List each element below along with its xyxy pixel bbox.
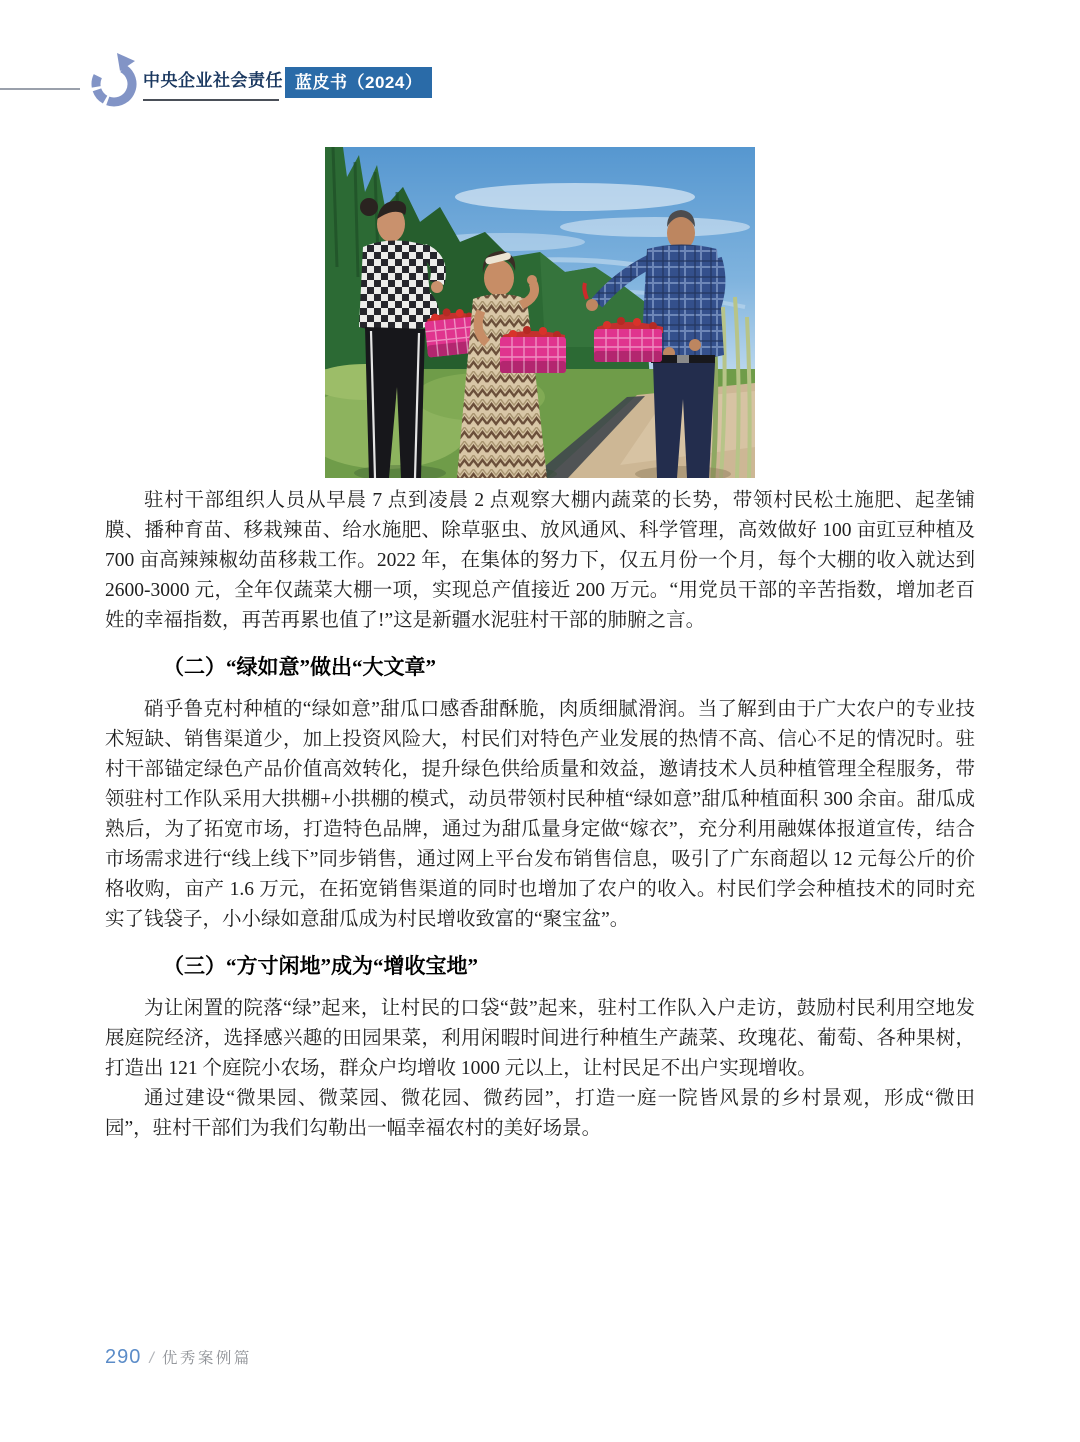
field-photo-illustration (325, 147, 755, 478)
section-heading-2: （二）“绿如意”做出“大文章” (163, 655, 436, 679)
paragraph-1: 驻村干部组织人员从早晨 7 点到凌晨 2 点观察大棚内蔬菜的长势，带领村民松土施肥、起垄铺膜、播种育苗、移栽辣苗、给水施肥、除草驱虫、放风通风、科学管理，高效做好 100 亩豇豆种植及 700 亩高辣辣椒幼苗移栽工作。2022 年，在集体的努力下，仅五月份一个月，每个大棚的收入就达到 2600-3000 元，全年仅蔬菜大棚一项，实现总产值接近 200 万元。“用党员干部的辛苦指数，增加老百姓的幸福指数，再苦再累也值了!”这是新疆水泥驻村干部的肺腑之言。 (105, 490, 975, 631)
pink-basket-right (594, 317, 663, 362)
pink-basket-center (500, 326, 566, 373)
field-photo (325, 147, 755, 478)
section-heading-3: （三）“方寸闲地”成为“增收宝地” (163, 954, 478, 978)
paragraph-4: 通过建设“微果园、微菜园、微花园、微药园”，打造一庭一院皆风景的乡村景观，形成“微田园”，驻村干部们为我们勾勒出一幅幸福农村的美好场景。 (105, 1088, 975, 1139)
header-title-block (143, 66, 283, 101)
page-footer (105, 1346, 252, 1372)
footer-section-label: 优秀案例篇 (161, 1350, 252, 1367)
footer-separator: / (149, 1350, 154, 1367)
page-number: 290 (105, 1346, 142, 1368)
edition-badge: 蓝皮书（2024） (285, 67, 432, 98)
page-content (105, 486, 975, 1144)
page-header (0, 50, 1080, 114)
header-title: 中央企业社会责任 (143, 71, 283, 90)
header-rule-left (0, 88, 80, 90)
paragraph-3: 为让闲置的院落“绿”起来，让村民的口袋“鼓”起来，驻村工作队入户走访，鼓励村民利用空地发展庭院经济，选择感兴趣的田园果菜，利用闲暇时间进行种植生产蔬菜、玫瑰花、葡萄、各种果树，打造出 121 个庭院小农场，群众户均增收 1000 元以上，让村民足不出户实现增收。 (105, 998, 975, 1079)
paragraph-2: 硝乎鲁克村种植的“绿如意”甜瓜口感香甜酥脆，肉质细腻滑润。当了解到由于广大农户的专业技术短缺、销售渠道少，加上投资风险大，村民们对特色产业发展的热情不高、信心不足的情况时。驻村干部锚定绿色产品价值高效转化，提升绿色供给质量和效益，邀请技术人员种植管理全程服务，带领驻村工作队采用大拱棚+小拱棚的模式，动员带领村民种植“绿如意”甜瓜种植面积 300 余亩。甜瓜成熟后，为了拓宽市场，打造特色品牌，通过为甜瓜量身定做“嫁衣”，充分利用融媒体报道宣传，结合市场需求进行“线上线下”同步销售，通过网上平台发布销售信息，吸引了广东商超以 12 元每公斤的价格收购，亩产 1.6 万元，在拓宽销售渠道的同时也增加了农户的收入。村民们学会种植技术的同时充实了钱袋子，小小绿如意甜瓜成为村民增收致富的“聚宝盆”。 (105, 699, 975, 930)
circular-arrow-logo (88, 52, 140, 110)
